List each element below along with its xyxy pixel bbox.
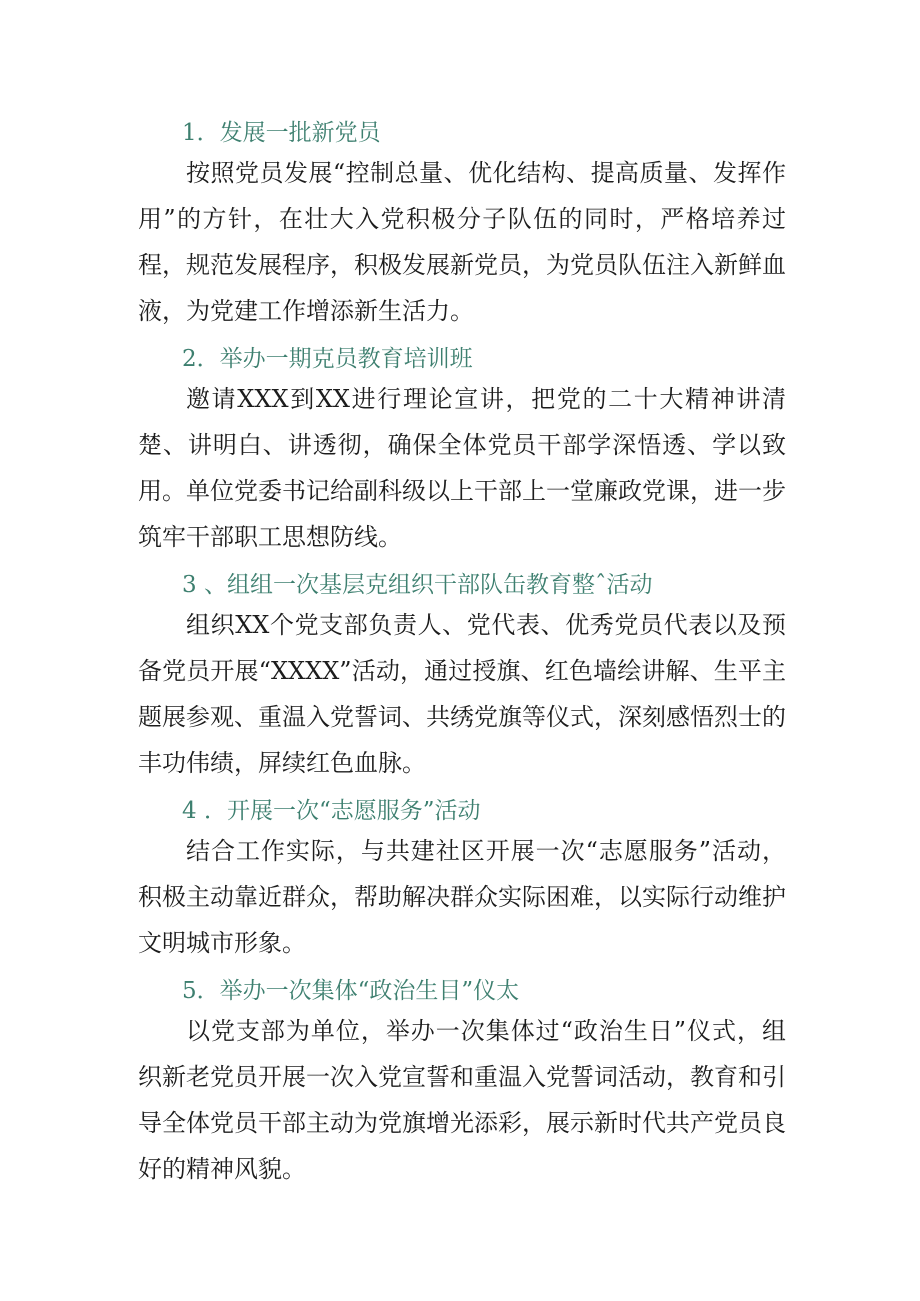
section-heading: 2．举办一期克员教育培训班: [182, 346, 473, 372]
section-heading: 1．发展一批新党员: [182, 120, 381, 146]
section-body: 邀请XXX到XX进行理论宣讲，把党的二十大精神讲清楚、讲明白、讲透彻，确保全体党员干部学深悟透、学以致用。单位党委书记给副科级以上干部上一堂廉政党课，进一步筑牢干部职工思想防线。: [138, 385, 786, 551]
section-1: [138, 116, 786, 334]
section-heading: 4 ．开展一次“志愿服务”活动: [182, 798, 481, 824]
section-body: 结合工作实际，与共建社区开展一次“志愿服务”活动，积极主动靠近群众，帮助解决群众实际困难，以实际行动维护文明城市形象。: [138, 837, 786, 957]
section-5: [138, 974, 786, 1192]
section-4: [138, 794, 786, 966]
section-body: 以党支部为单位，举办一次集体过“政治生日”仪式，组织新老党员开展一次入党宣誓和重温入党誓词活动，教育和引导全体党员干部主动为党旗增光添彩，展示新时代共产党员良好的精神风貌。: [138, 1017, 786, 1183]
section-body: 按照党员发展“控制总量、优化结构、提高质量、发挥作用”的方针，在壮大入党积极分子队伍的同时，严格培养过程，规范发展程序，积极发展新党员，为党员队伍注入新鲜血液，为党建工作增添新生活力。: [138, 159, 786, 325]
document-content: [138, 116, 786, 1200]
section-3: [138, 568, 786, 786]
section-heading: 5．举办一次集体“政治生目”仪太: [182, 978, 520, 1004]
section-2: [138, 342, 786, 560]
section-body: 组织XX个党支部负责人、党代表、优秀党员代表以及预备党员开展“XXXX”活动，通过授旗、红色墙绘讲解、生平主题展参观、重温入党誓词、共绣党旗等仪式，深刻感悟烈士的丰功伟绩，屏续红色血脉。: [138, 611, 786, 777]
section-heading: 3 、组组一次基层克组织干部队缶教育整ˆ活动: [182, 572, 653, 598]
